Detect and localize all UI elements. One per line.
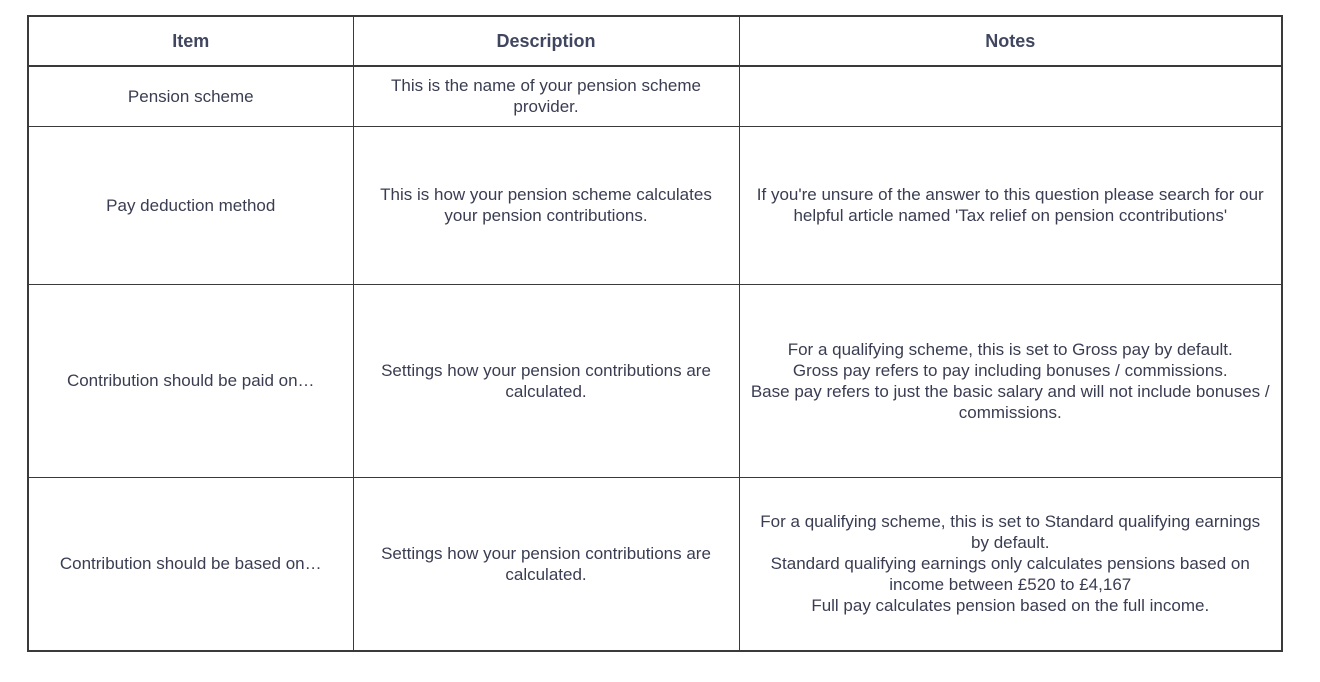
- notes-cell: [739, 477, 1282, 651]
- description-cell: Settings how your pension contributions are calculated.: [353, 477, 739, 651]
- item-cell: Contribution should be based on…: [28, 477, 353, 651]
- notes-line: For a qualifying scheme, this is set to Standard qualifying earnings by default.: [760, 512, 1261, 553]
- pension-settings-table: [27, 15, 1283, 652]
- table-row: [28, 284, 1282, 477]
- notes-line: Full pay calculates pension based on the full income.: [811, 596, 1210, 616]
- notes-cell: [739, 66, 1282, 126]
- header-item: Item: [28, 16, 353, 66]
- notes-cell: [739, 126, 1282, 284]
- header-notes: Notes: [739, 16, 1282, 66]
- item-cell: Pension scheme: [28, 66, 353, 126]
- table-header: [28, 16, 1282, 66]
- description-cell: This is how your pension scheme calculates your pension contributions.: [353, 126, 739, 284]
- description-cell: This is the name of your pension scheme provider.: [353, 66, 739, 126]
- notes-line: Gross pay refers to pay including bonuses / commissions.: [792, 360, 1228, 380]
- notes-line: Base pay refers to just the basic salary and will not include bonuses / commissions.: [750, 381, 1270, 422]
- table-row: [28, 66, 1282, 126]
- table-body: [28, 66, 1282, 651]
- header-row: [28, 16, 1282, 66]
- notes-cell: [739, 284, 1282, 477]
- notes-line: If you're unsure of the answer to this question please search for our helpful article named 'Tax relief on pension ccontributions': [756, 185, 1264, 225]
- table-row: [28, 477, 1282, 651]
- header-description: Description: [353, 16, 739, 66]
- description-cell: Settings how your pension contributions are calculated.: [353, 284, 739, 477]
- table-row: [28, 126, 1282, 284]
- item-cell: Contribution should be paid on…: [28, 284, 353, 477]
- notes-line: Standard qualifying earnings only calculates pensions based on income between £520 to £4,167: [770, 554, 1250, 595]
- notes-line: For a qualifying scheme, this is set to Gross pay by default.: [787, 339, 1233, 359]
- item-cell: Pay deduction method: [28, 126, 353, 284]
